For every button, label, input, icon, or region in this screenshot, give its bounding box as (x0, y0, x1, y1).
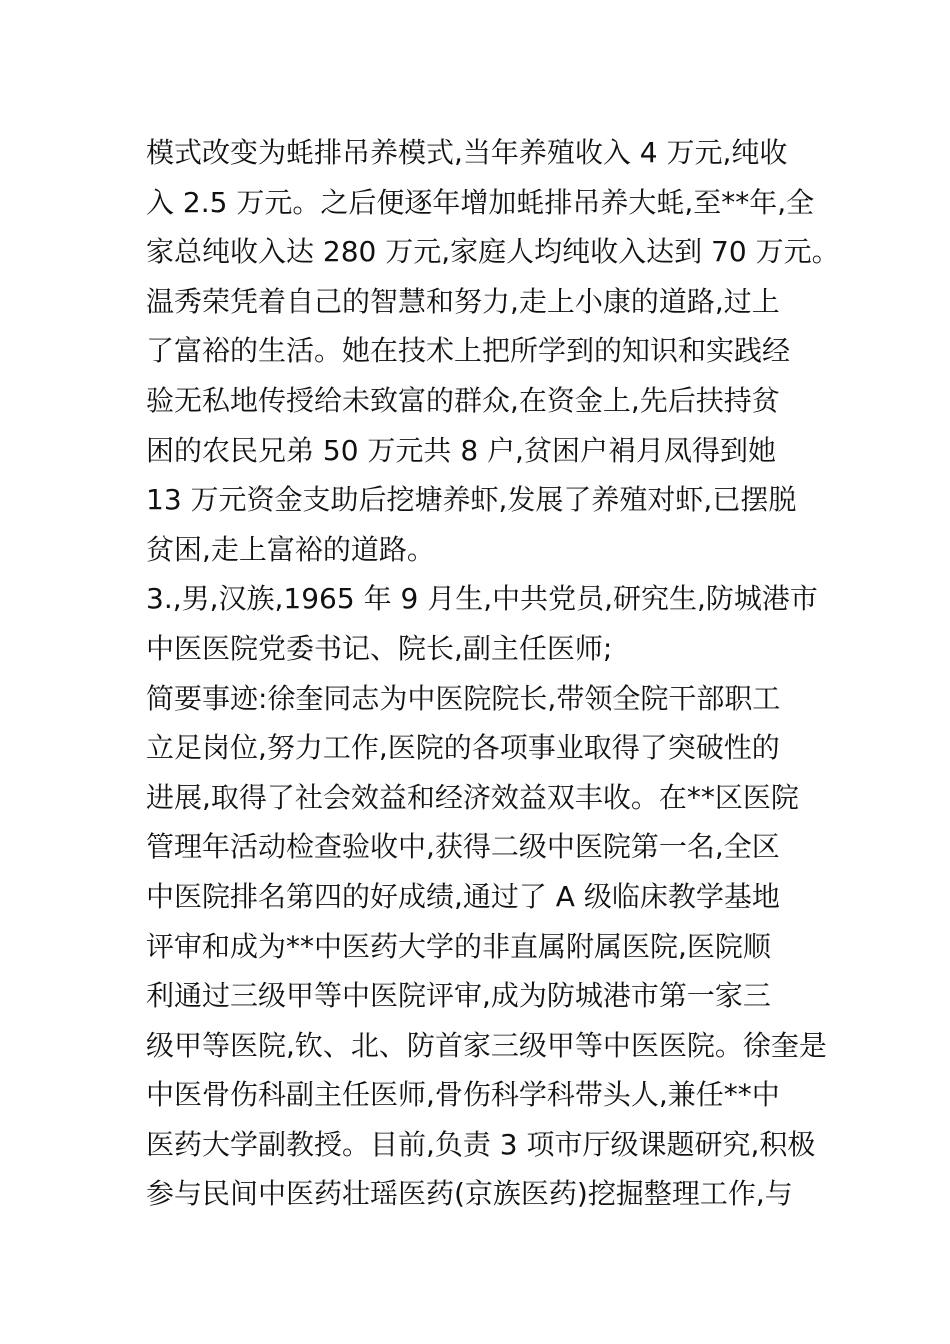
text-line: 贫困,走上富裕的道路。 (146, 532, 435, 566)
text-line: 参与民间中医药壮瑶医药(京族医药)挖掘整理工作,与 (146, 1177, 793, 1211)
text-line: 验无私地传授给未致富的群众,在资金上,先后扶持贫 (146, 383, 780, 417)
text-line: 评审和成为**中医药大学的非直属附属医院,医院顺 (146, 929, 771, 963)
text-line: 利通过三级甲等中医院评审,成为防城港市第一家三 (146, 979, 771, 1013)
text-line: 中医医院党委书记、院长,副主任医师; (146, 631, 613, 665)
text-line: 简要事迹:徐奎同志为中医院院长,带领全院干部职工 (146, 681, 781, 715)
text-line: 进展,取得了社会效益和经济效益双丰收。在**区医院 (146, 780, 799, 814)
text-line: 中医骨伤科副主任医师,骨伤科学科带头人,兼任**中 (146, 1078, 780, 1112)
text-line: 入 2.5 万元。之后便逐年增加蚝排吊养大蚝,至**年,全 (146, 185, 815, 219)
text-line: 13 万元资金支助后挖塘养虾,发展了养殖对虾,已摆脱 (146, 483, 797, 517)
text-line: 了富裕的生活。她在技术上把所学到的知识和实践经 (146, 334, 791, 368)
text-line: 温秀荣凭着自己的智慧和努力,走上小康的道路,过上 (146, 284, 780, 318)
text-line: 立足岗位,努力工作,医院的各项事业取得了突破性的 (146, 731, 780, 765)
body-text (146, 128, 840, 1219)
text-line: 模式改变为蚝排吊养模式,当年养殖收入 4 万元,纯收 (146, 136, 788, 169)
text-line: 医药大学副教授。目前,负责 3 项市厅级课题研究,积极 (146, 1127, 816, 1161)
text-line: 管理年活动检查验收中,获得二级中医院第一名,全区 (146, 830, 780, 864)
text-line: 3.,男,汉族,1965 年 9 月生,中共党员,研究生,防城港市 (146, 582, 818, 616)
text-line: 困的农民兄弟 50 万元共 8 户,贫困户裐月凤得到她 (146, 433, 776, 467)
text-line: 级甲等医院,钦、北、防首家三级甲等中医医院。徐奎是 (146, 1028, 827, 1062)
text-line: 中医院排名第四的好成绩,通过了 A 级临床教学基地 (146, 879, 780, 913)
text-line: 家总纯收入达 280 万元,家庭人均纯收入达到 70 万元。 (146, 235, 840, 269)
